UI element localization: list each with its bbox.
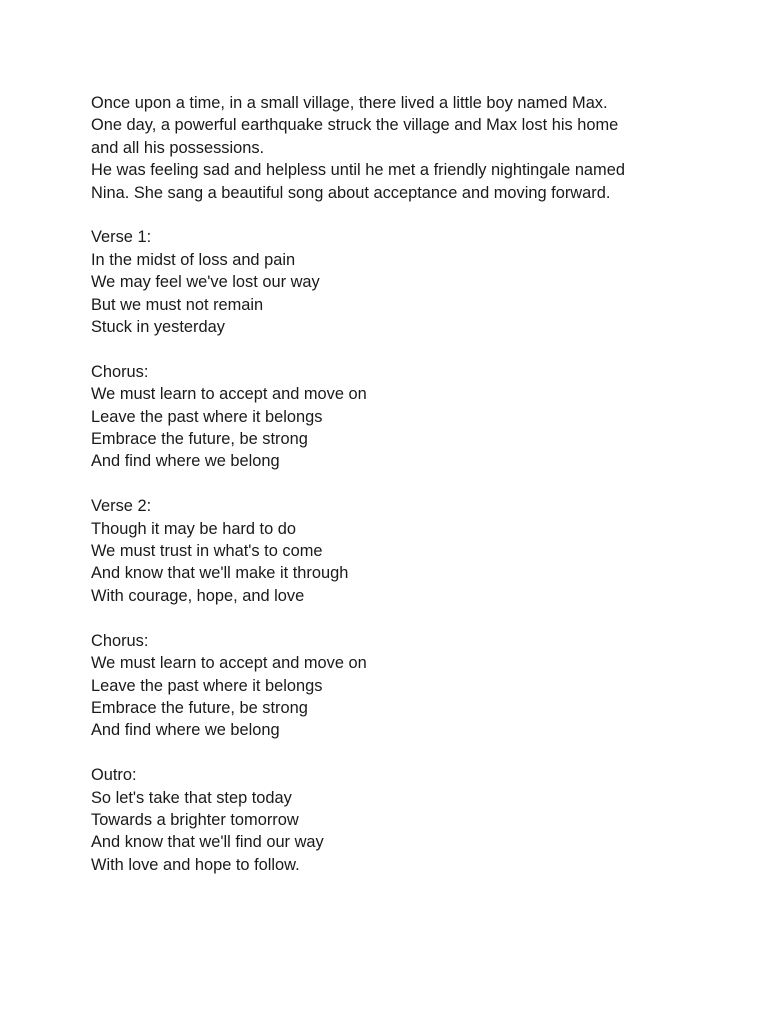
lyric-line: We must learn to accept and move on (91, 385, 367, 404)
lyric-line: With courage, hope, and love (91, 586, 305, 605)
lyric-line: We must learn to accept and move on (91, 654, 367, 673)
lyric-line: We may feel we've lost our way (91, 273, 320, 292)
lyric-line: And know that we'll find our way (91, 833, 324, 852)
blank-line (91, 338, 731, 360)
lyric-line: And find where we belong (91, 721, 280, 740)
lyric-line: Embrace the future, be strong (91, 698, 308, 717)
intro-line: He was feeling sad and helpless until he met a friendly nightingale named (91, 161, 625, 180)
story-intro (91, 92, 731, 204)
lyric-line: In the midst of loss and pain (91, 250, 296, 269)
lyric-line: But we must not remain (91, 295, 264, 314)
chorus-2 (91, 630, 731, 742)
section-heading: Outro: (91, 766, 137, 785)
verse-1 (91, 226, 731, 338)
blank-line (91, 607, 731, 629)
document-page (91, 92, 731, 876)
lyric-line: With love and hope to follow. (91, 855, 300, 874)
intro-line: Nina. She sang a beautiful song about acceptance and moving forward. (91, 183, 611, 202)
section-heading: Chorus: (91, 362, 149, 381)
verse-2 (91, 495, 731, 607)
section-heading: Verse 2: (91, 497, 152, 516)
lyric-line: So let's take that step today (91, 788, 292, 807)
lyric-line: Stuck in yesterday (91, 318, 225, 337)
outro (91, 764, 731, 876)
lyric-line: Leave the past where it belongs (91, 676, 323, 695)
blank-line (91, 473, 731, 495)
lyric-line: We must trust in what's to come (91, 542, 323, 561)
lyric-line: And know that we'll make it through (91, 564, 349, 583)
lyric-line: Though it may be hard to do (91, 519, 297, 538)
chorus-1 (91, 361, 731, 473)
lyric-line: Embrace the future, be strong (91, 430, 308, 449)
intro-line: and all his possessions. (91, 138, 265, 157)
section-heading: Chorus: (91, 631, 149, 650)
intro-line: Once upon a time, in a small village, there lived a little boy named Max. (91, 94, 608, 112)
intro-line: One day, a powerful earthquake struck the village and Max lost his home (91, 116, 619, 135)
blank-line (91, 204, 731, 226)
lyric-line: Towards a brighter tomorrow (91, 810, 299, 829)
blank-line (91, 742, 731, 764)
section-heading: Verse 1: (91, 228, 152, 247)
lyric-line: Leave the past where it belongs (91, 407, 323, 426)
lyric-line: And find where we belong (91, 452, 280, 471)
